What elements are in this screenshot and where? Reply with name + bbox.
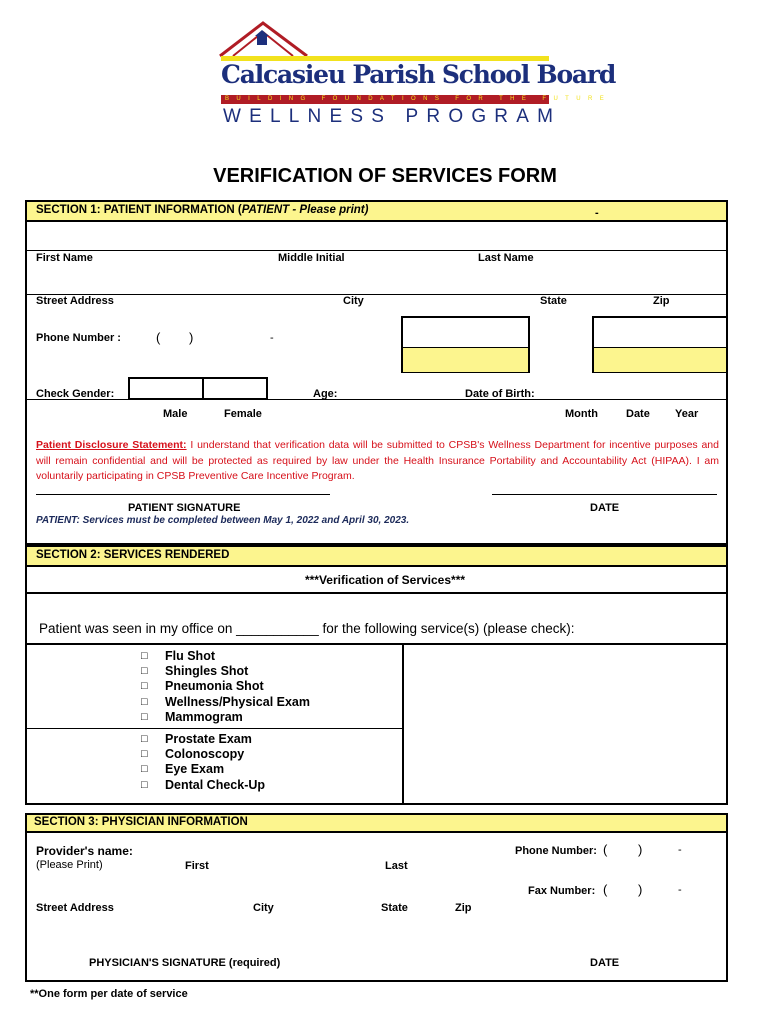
providers-name-label: Provider's name: — [36, 844, 133, 858]
divider — [25, 250, 728, 251]
service-checkbox[interactable]: □ — [141, 748, 148, 761]
service-checkbox[interactable]: □ — [141, 650, 148, 662]
seen-in-office-text: Patient was seen in my office on ___________ for the following service(s) (please check): — [39, 621, 575, 636]
logo-org-name: Calcasieu Parish School Board — [221, 60, 616, 89]
service-checkbox[interactable]: □ — [141, 763, 148, 776]
section2-box — [25, 565, 728, 805]
service-label: Pneumonia Shot — [165, 679, 264, 694]
female-label: Female — [224, 408, 262, 420]
logo — [215, 18, 616, 133]
verification-of-services: ***Verification of Services*** — [304, 573, 466, 587]
disclosure-statement — [36, 438, 719, 485]
divider — [25, 643, 728, 645]
zip-label: Zip — [653, 295, 670, 307]
physician-zip-label: Zip — [455, 902, 472, 914]
patient-signature-line[interactable] — [36, 494, 330, 495]
service-label: Wellness/Physical Exam — [165, 694, 310, 709]
phone-paren-open: ( — [156, 330, 161, 345]
physician-fax-input[interactable] — [600, 882, 720, 898]
divider — [25, 294, 728, 295]
service-label: Dental Check-Up — [165, 777, 266, 792]
divider — [25, 728, 403, 729]
patient-signature-label: PATIENT SIGNATURE — [128, 502, 241, 514]
disclosure-text: I understand that verification data will be submitted to CPSB's Wellness Department for incentive purposes and will remain confidential and will be protected as required by law under the Health Insurance Portability and Accountability Act (HIPAA). I am voluntarily participating in CPSB Preventive Care Incentive Program. — [36, 439, 719, 482]
physician-phone-paren-open: ( — [603, 842, 608, 857]
first-name-label: First Name — [36, 252, 93, 264]
patient-date-label: DATE — [590, 502, 620, 514]
divider — [25, 399, 728, 400]
service-label: Shingles Shot — [165, 664, 249, 679]
physician-signature-label: PHYSICIAN'S SIGNATURE (required) — [89, 957, 281, 969]
provider-last-label: Last — [385, 860, 408, 872]
service-checkbox[interactable]: □ — [141, 733, 148, 745]
phone-dash: - — [270, 332, 274, 344]
physician-phone-label: Phone Number: — [515, 845, 597, 857]
month-label: Month — [565, 408, 598, 420]
section1-header-bar — [25, 200, 728, 222]
section1-dash: - — [595, 207, 599, 219]
physician-fax-paren-open: ( — [603, 882, 608, 897]
service-label: Flu Shot — [165, 649, 215, 663]
divider — [25, 592, 728, 594]
logo-tagline-bar — [221, 95, 612, 104]
section2-header-bar — [25, 545, 728, 567]
service-label: Prostate Exam — [165, 732, 252, 746]
service-label: Eye Exam — [165, 762, 225, 777]
service-checkbox[interactable]: □ — [141, 710, 148, 723]
first-name-input[interactable] — [27, 222, 726, 250]
male-label: Male — [163, 408, 188, 420]
logo-tagline: BUILDING FOUNDATIONS FOR THE FUTURE — [225, 96, 612, 102]
physician-street-label: Street Address — [36, 902, 114, 914]
street-address-input[interactable] — [27, 266, 726, 293]
physician-date-label: DATE — [590, 957, 620, 969]
check-gender-label: Check Gender: — [36, 388, 115, 400]
section2-header: SECTION 2: SERVICES RENDERED — [36, 549, 230, 561]
providers-name-input[interactable] — [140, 842, 480, 858]
service-label: Colonoscopy — [165, 747, 245, 762]
service-checkbox[interactable]: □ — [141, 665, 148, 678]
male-checkbox[interactable] — [128, 377, 204, 400]
phone-number-label: Phone Number : — [36, 332, 121, 344]
disclosure-title: Patient Disclosure Statement: — [36, 439, 187, 451]
service-checkbox[interactable]: □ — [141, 680, 148, 693]
service-label: Mammogram — [165, 709, 243, 724]
service-checkbox[interactable]: □ — [141, 695, 148, 708]
services-column-divider — [402, 643, 404, 805]
physician-fax-dash: - — [678, 884, 682, 896]
city-label: City — [343, 295, 364, 307]
services-note: PATIENT: Services must be completed between May 1, 2022 and April 30, 2023. — [36, 515, 410, 526]
page-title: VERIFICATION OF SERVICES FORM — [213, 165, 557, 187]
physician-phone-dash: - — [678, 844, 682, 856]
dob-box-yellow — [594, 347, 726, 372]
year-label: Year — [675, 408, 699, 420]
service-checkbox[interactable]: □ — [141, 778, 148, 791]
physician-fax-label: Fax Number: — [528, 885, 596, 897]
physician-phone-input[interactable] — [600, 842, 720, 858]
date-label: Date — [626, 408, 650, 420]
section1-header: SECTION 1: PATIENT INFORMATION (PATIENT - Please print) — [36, 204, 369, 216]
age-box-yellow — [403, 347, 528, 372]
age-label: Age: — [313, 388, 338, 400]
dob-label: Date of Birth: — [465, 388, 535, 400]
phone-paren-close: ) — [189, 330, 194, 345]
footer-note: **One form per date of service — [30, 988, 188, 1000]
physician-phone-paren-close: ) — [638, 842, 643, 857]
phone-number-input[interactable] — [150, 328, 330, 346]
physician-address-input[interactable] — [30, 918, 720, 944]
physician-city-label: City — [253, 902, 274, 914]
middle-initial-label: Middle Initial — [278, 252, 345, 264]
physician-fax-paren-close: ) — [638, 882, 643, 897]
logo-program: WELLNESS PROGRAM — [223, 106, 562, 127]
last-name-label: Last Name — [478, 252, 534, 264]
physician-state-label: State — [381, 902, 408, 914]
section3-header: SECTION 3: PHYSICIAN INFORMATION — [34, 816, 248, 828]
street-address-label: Street Address — [36, 295, 114, 307]
patient-date-line[interactable] — [492, 494, 717, 495]
state-label: State — [540, 295, 567, 307]
female-checkbox[interactable] — [202, 377, 268, 400]
please-print-label: (Please Print) — [36, 859, 103, 871]
section3-header-bar — [25, 813, 728, 833]
provider-first-label: First — [185, 860, 209, 872]
